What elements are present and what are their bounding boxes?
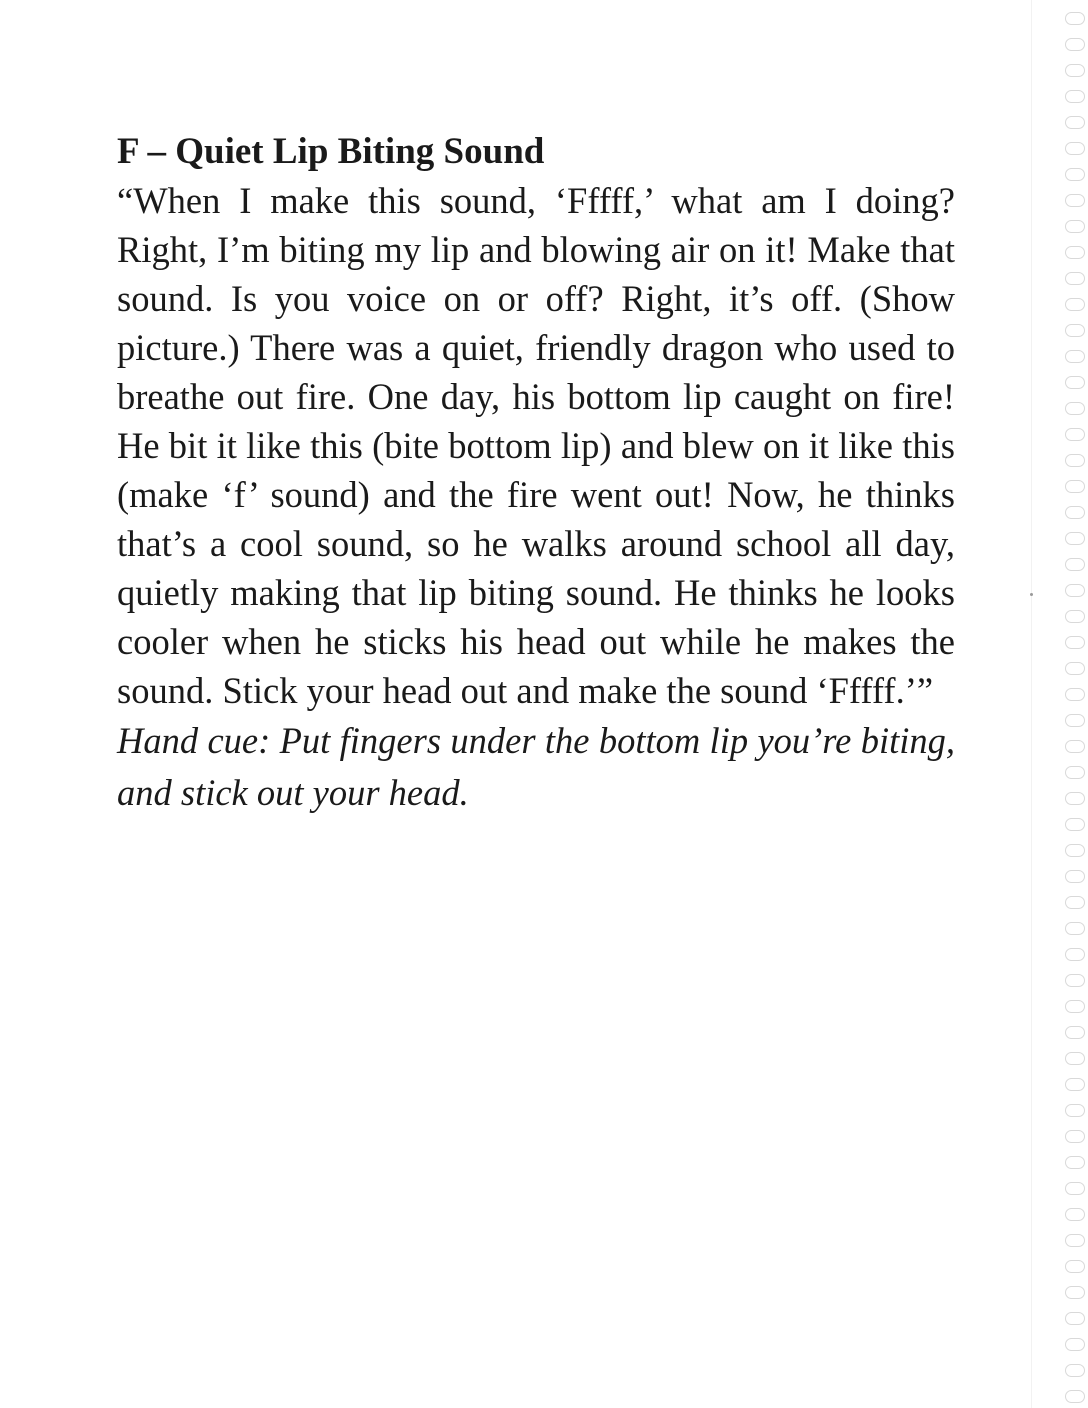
binding-ring (1065, 376, 1085, 389)
binding-ring (1065, 350, 1085, 363)
binding-ring (1065, 584, 1085, 597)
binding-ring (1065, 116, 1085, 129)
binding-ring (1065, 1000, 1085, 1013)
binding-ring (1065, 1312, 1085, 1325)
binding-ring (1065, 974, 1085, 987)
binding-ring (1065, 1052, 1085, 1065)
binding-ring (1065, 194, 1085, 207)
binding-ring (1065, 90, 1085, 103)
binding-ring (1065, 766, 1085, 779)
binding-ring (1065, 740, 1085, 753)
page-content (117, 128, 955, 819)
binding-ring (1065, 688, 1085, 701)
hand-cue-text: Hand cue: Put fingers under the bottom lip you’re biting, and stick out your head. (117, 720, 955, 813)
binding-ring (1065, 1104, 1085, 1117)
binding-ring (1065, 636, 1085, 649)
binding-ring (1065, 870, 1085, 883)
binding-ring (1065, 558, 1085, 571)
binding-ring (1065, 428, 1085, 441)
section-heading: F – Quiet Lip Biting Sound (117, 131, 545, 172)
binding-ring (1065, 896, 1085, 909)
binding-ring (1065, 402, 1085, 415)
binding-ring (1065, 272, 1085, 285)
instruction-paragraph: “When I make this sound, ‘Fffff,’ what am I doing? Right, I’m biting my lip and blowing air on it! Make that sound. Is you voice on or off? Right, it’s off. (Show picture.) There was a quiet, friendly dragon who used to breathe out fire. One day, his bottom lip caught on fire! He bit it like this (bite bottom lip) and blew on it like this (make ‘f’ sound) and the fire went out! Now, he thinks that’s a cool sound, so he walks around school all day, quietly making that lip biting sound. He thinks he looks cooler when he sticks his head out while he makes the sound. Stick your head out and make the sound ‘Fffff.’” (117, 180, 955, 711)
binding-ring (1065, 298, 1085, 311)
binding-ring (1065, 1260, 1085, 1273)
binding-ring (1065, 168, 1085, 181)
binding-ring (1065, 142, 1085, 155)
binding-ring (1065, 454, 1085, 467)
binding-ring (1065, 1182, 1085, 1195)
binding-ring (1065, 1078, 1085, 1091)
binding-ring (1065, 1364, 1085, 1377)
binding-ring (1065, 662, 1085, 675)
spiral-binding-edge (1031, 0, 1088, 1408)
binding-ring (1065, 1390, 1085, 1403)
binding-ring (1065, 324, 1085, 337)
binding-ring (1065, 220, 1085, 233)
binding-ring (1065, 64, 1085, 77)
binding-ring (1065, 610, 1085, 623)
binding-ring (1065, 844, 1085, 857)
binding-ring (1065, 1286, 1085, 1299)
binding-ring (1065, 506, 1085, 519)
binding-ring (1065, 12, 1085, 25)
binding-ring (1065, 922, 1085, 935)
binding-ring (1065, 1156, 1085, 1169)
binding-ring (1065, 1208, 1085, 1221)
binding-ring (1065, 532, 1085, 545)
binding-ring (1065, 1338, 1085, 1351)
binding-ring (1065, 1130, 1085, 1143)
binding-ring (1065, 1026, 1085, 1039)
binding-ring (1065, 792, 1085, 805)
binding-ring (1065, 714, 1085, 727)
scan-speck (1030, 593, 1033, 596)
binding-ring (1065, 38, 1085, 51)
binding-ring (1065, 246, 1085, 259)
binding-ring (1065, 948, 1085, 961)
binding-ring (1065, 480, 1085, 493)
binding-ring (1065, 818, 1085, 831)
binding-ring (1065, 1234, 1085, 1247)
